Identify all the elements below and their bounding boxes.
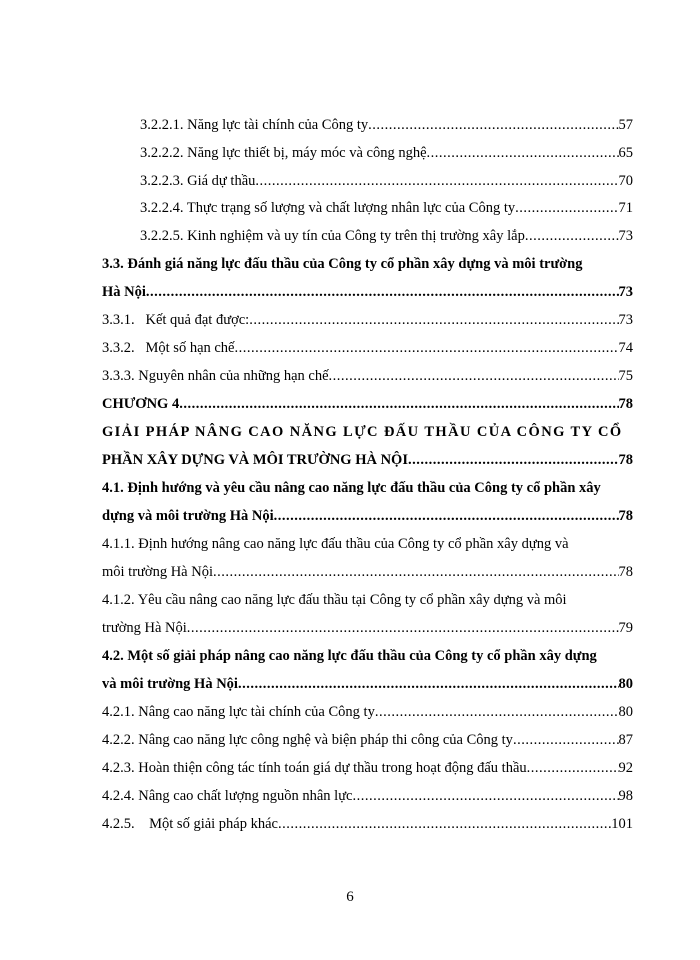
toc-entry-label: 3.3.2. Một số hạn chế <box>102 340 235 356</box>
toc-entry-label: 3.2.2.1. Năng lực tài chính của Công ty <box>140 117 369 133</box>
toc-entry-page: 78 <box>618 396 633 412</box>
dot-leader <box>515 199 618 217</box>
toc-entry-chapter-4[interactable] <box>102 395 633 413</box>
toc-entry-4-1-2[interactable] <box>102 619 633 637</box>
toc-entry-4-1-line1[interactable]: 4.1. Định hướng và yêu cầu nâng cao năng lực đấu thầu của Công ty cổ phần xây <box>102 480 601 496</box>
dot-leader <box>274 507 619 525</box>
toc-entry-4-1[interactable] <box>102 507 633 525</box>
toc-entry-page: 92 <box>618 760 633 776</box>
toc-entry-chapter-4-title-line1[interactable]: GIẢI PHÁP NÂNG CAO NĂNG LỰC ĐẤU THẦU CỦA CÔNG TY CỔ <box>102 424 623 440</box>
toc-entry-label: 3.3.3. Nguyên nhân của những hạn chế <box>102 368 329 384</box>
toc-entry-label: CHƯƠNG 4 <box>102 396 180 412</box>
toc-entry-page: 57 <box>618 117 633 133</box>
dot-leader <box>353 787 619 805</box>
dot-leader <box>278 815 611 833</box>
toc-entry-3-3-3[interactable] <box>102 367 633 385</box>
dot-leader <box>513 731 619 749</box>
dot-leader <box>238 675 619 693</box>
toc-entry-page: 98 <box>618 788 633 804</box>
toc-entry-3-3-line1[interactable]: 3.3. Đánh giá năng lực đấu thầu của Công ty cổ phần xây dựng và môi trường <box>102 256 583 272</box>
dot-leader <box>375 703 619 721</box>
toc-entry-label: 4.2.1. Nâng cao năng lực tài chính của Công ty <box>102 704 375 720</box>
toc-entry-4-2-2[interactable] <box>102 731 633 749</box>
toc-entry-3-2-2-1[interactable] <box>140 116 633 134</box>
dot-leader <box>235 339 619 357</box>
toc-entry-page: 73 <box>618 312 633 328</box>
dot-leader <box>146 283 619 301</box>
toc-entry-3-2-2-5[interactable] <box>140 227 633 245</box>
toc-entry-page: 70 <box>618 173 633 189</box>
toc-entry-3-3-1[interactable] <box>102 311 633 329</box>
toc-entry-4-2-3[interactable] <box>102 759 633 777</box>
toc-entry-page: 101 <box>611 816 633 832</box>
toc-entry-label: môi trường Hà Nội <box>102 564 213 580</box>
toc-entry-3-3-2[interactable] <box>102 339 633 357</box>
toc-entry-4-1-1[interactable] <box>102 563 633 581</box>
toc-entry-label: 4.2.2. Nâng cao năng lực công nghệ và biện pháp thi công của Công ty <box>102 732 513 748</box>
toc-entry-3-3[interactable] <box>102 283 633 301</box>
toc-entry-label: 3.2.2.4. Thực trạng số lượng và chất lượng nhân lực của Công ty <box>140 200 516 216</box>
toc-entry-4-1-2-line1[interactable]: 4.1.2. Yêu cầu nâng cao năng lực đấu thầu tại Công ty cổ phần xây dựng và môi <box>102 592 567 608</box>
toc-entry-4-1-1-line1[interactable]: 4.1.1. Định hướng nâng cao năng lực đấu thầu của Công ty cổ phần xây dựng và <box>102 536 569 552</box>
toc-entry-4-2[interactable] <box>102 675 633 693</box>
dot-leader <box>249 311 618 329</box>
toc-entry-label: Hà Nội <box>102 284 146 300</box>
toc-entry-chapter-4-title[interactable] <box>102 451 633 469</box>
toc-entry-label: 3.2.2.5. Kinh nghiệm và uy tín của Công ty trên thị trường xây lắp <box>140 228 525 244</box>
dot-leader <box>408 451 619 469</box>
toc-entry-page: 78 <box>618 564 633 580</box>
toc-entry-4-2-4[interactable] <box>102 787 633 805</box>
toc-entry-page: 73 <box>618 228 633 244</box>
toc-entry-3-2-2-3[interactable] <box>140 172 633 190</box>
toc-entry-label: 3.3.1. Kết quả đạt được: <box>102 312 250 328</box>
dot-leader <box>213 563 619 581</box>
toc-entry-4-2-line1[interactable]: 4.2. Một số giải pháp nâng cao năng lực đấu thầu của Công ty cổ phần xây dựng <box>102 648 597 664</box>
toc-entry-label: trường Hà Nội <box>102 620 187 636</box>
toc-entry-page: 80 <box>618 676 633 692</box>
dot-leader <box>427 144 619 162</box>
toc-entry-3-2-2-2[interactable] <box>140 144 633 162</box>
dot-leader <box>179 395 618 413</box>
toc-entry-label: 4.2.3. Hoàn thiện công tác tính toán giá dự thầu trong hoạt động đấu thầu <box>102 760 527 776</box>
toc-entry-4-2-1[interactable] <box>102 703 633 721</box>
toc-entry-label: 4.2.5. Một số giải pháp khác <box>102 816 278 832</box>
toc-entry-page: 65 <box>618 145 633 161</box>
toc-entry-label: 3.2.2.3. Giá dự thầu <box>140 173 256 189</box>
dot-leader <box>525 227 619 245</box>
toc-entry-label: 3.2.2.2. Năng lực thiết bị, máy móc và công nghệ <box>140 145 427 161</box>
dot-leader <box>527 759 619 777</box>
toc-entry-page: 80 <box>618 704 633 720</box>
toc-entry-label: 4.2.4. Nâng cao chất lượng nguồn nhân lực <box>102 788 353 804</box>
toc-entry-label: và môi trường Hà Nội <box>102 676 238 692</box>
dot-leader <box>255 172 618 190</box>
page-number: 6 <box>346 889 354 905</box>
toc-entry-page: 73 <box>618 284 633 300</box>
dot-leader <box>368 116 618 134</box>
toc-entry-4-2-5[interactable] <box>102 815 633 833</box>
toc-entry-page: 74 <box>618 340 633 356</box>
toc-entry-page: 78 <box>618 508 633 524</box>
toc-entry-page: 75 <box>618 368 633 384</box>
dot-leader <box>187 619 619 637</box>
toc-entry-page: 78 <box>618 452 633 468</box>
toc-entry-label: PHẦN XÂY DỰNG VÀ MÔI TRƯỜNG HÀ NỘI <box>102 452 408 468</box>
toc-entry-page: 71 <box>618 200 633 216</box>
toc-entry-page: 79 <box>618 620 633 636</box>
dot-leader <box>329 367 619 385</box>
toc-entry-3-2-2-4[interactable] <box>140 199 633 217</box>
toc-entry-page: 87 <box>618 732 633 748</box>
toc-entry-label: dựng và môi trường Hà Nội <box>102 508 274 524</box>
